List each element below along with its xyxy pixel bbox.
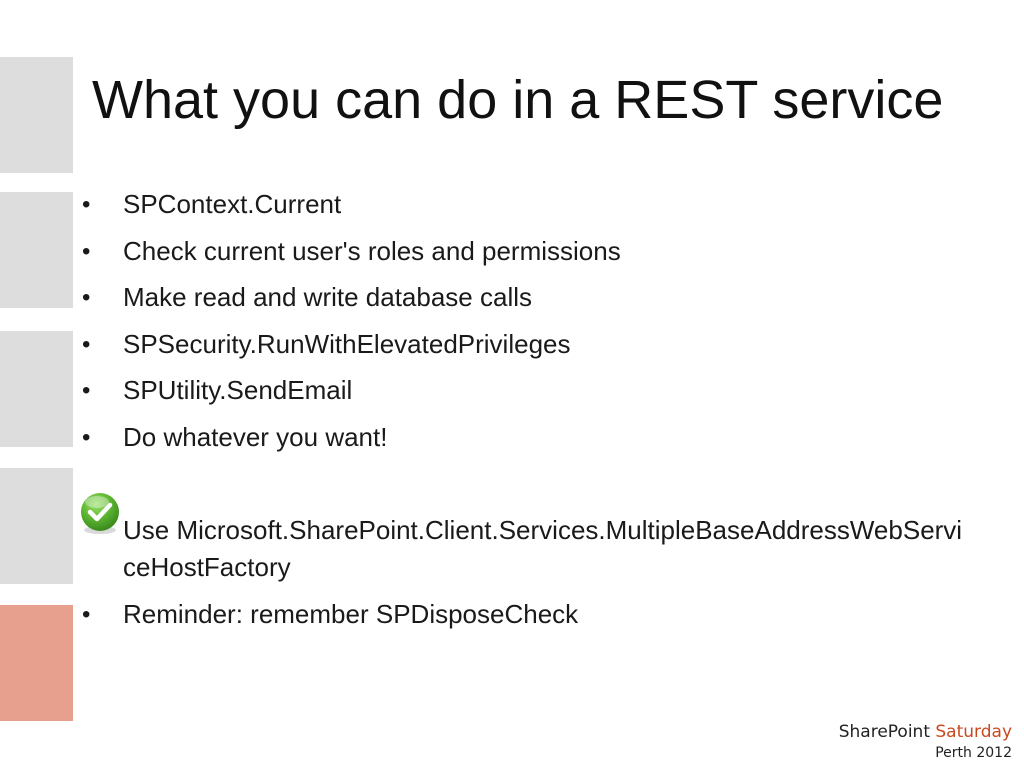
bullet-item: [80, 279, 970, 316]
slide-title: What you can do in a REST service: [92, 70, 944, 130]
brand-name: [839, 720, 1012, 744]
bullet-text: Use Microsoft.SharePoint.Client.Services.MultipleBaseAddressWebServiceHostFactory: [123, 515, 963, 583]
bullet-dot: •: [82, 284, 91, 312]
brand-accent: Saturday: [935, 722, 1012, 742]
bullet-dot: •: [82, 377, 91, 405]
footer-branding: [839, 720, 1012, 762]
bullet-text: SPSecurity.RunWithElevatedPrivileges: [123, 328, 571, 359]
bullet-item: [80, 326, 970, 363]
bullet-item: [80, 233, 970, 270]
bullet-dot: •: [82, 237, 91, 265]
side-decoration-block: [0, 331, 73, 447]
bullet-dot: •: [82, 191, 91, 218]
bullet-spacer: [80, 466, 970, 503]
bullet-text: SPUtility.SendEmail: [123, 375, 353, 406]
bullet-list: [80, 186, 970, 642]
bullet-text: Check current user's roles and permissions: [123, 235, 621, 266]
bullet-dot: •: [82, 330, 91, 358]
bullet-item: [80, 186, 970, 223]
bullet-item: [80, 372, 970, 409]
brand-prefix: SharePoint: [838, 722, 936, 742]
bullet-item: [80, 596, 970, 633]
side-decoration-block: [0, 468, 73, 584]
bullet-text: Make read and write database calls: [123, 282, 533, 313]
bullet-dot: •: [82, 600, 91, 628]
event-label: Perth 2012: [935, 745, 1012, 761]
side-decoration-block: [0, 192, 73, 308]
side-decoration-block: [0, 57, 73, 173]
bullet-item: [80, 419, 970, 456]
side-decoration-block-accent: [0, 605, 73, 721]
bullet-text: Do whatever you want!: [123, 421, 388, 452]
bullet-text: SPContext.Current: [123, 189, 342, 219]
bullet-text: Reminder: remember SPDisposeCheck: [123, 598, 579, 629]
checkmark-icon: [77, 490, 123, 536]
bullet-dot: •: [82, 423, 91, 451]
check-bullet-item: [80, 512, 970, 586]
